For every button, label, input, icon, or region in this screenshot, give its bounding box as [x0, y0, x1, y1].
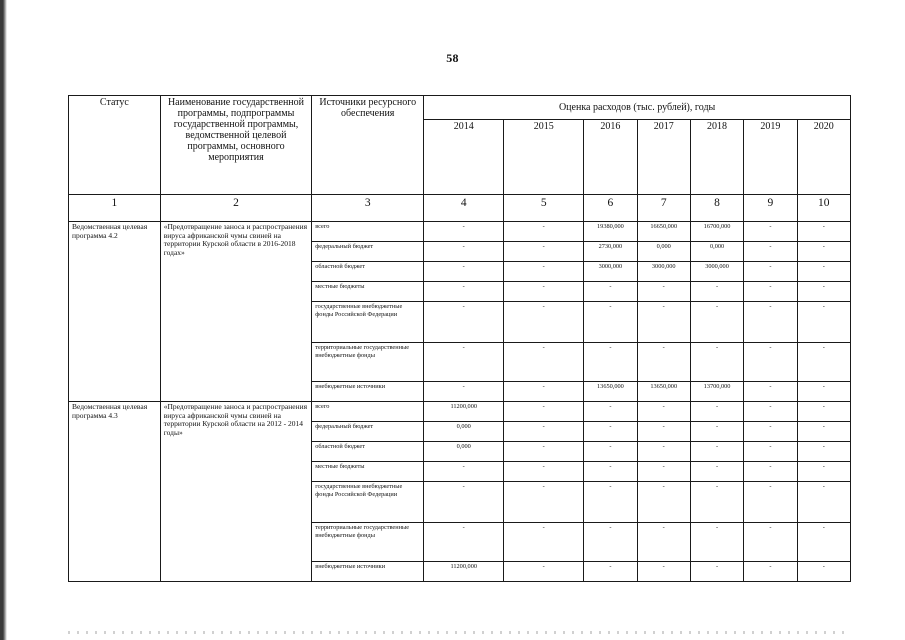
year-header: 2016 [584, 120, 637, 195]
column-number: 7 [637, 195, 690, 222]
expense-value: 0,000 [424, 442, 504, 462]
expense-value: 0,000 [637, 242, 690, 262]
expense-value: - [744, 282, 797, 302]
expense-value: - [424, 242, 504, 262]
expense-value: - [797, 462, 850, 482]
column-number: 4 [424, 195, 504, 222]
expense-value: - [504, 382, 584, 402]
funding-source: федеральный бюджет [312, 242, 424, 262]
expense-value: - [504, 282, 584, 302]
expense-value: - [797, 222, 850, 242]
expense-value: - [637, 482, 690, 523]
expense-value: - [424, 343, 504, 382]
expense-value: - [504, 462, 584, 482]
expense-value: - [504, 222, 584, 242]
expense-value: - [584, 302, 637, 343]
expense-value: - [744, 382, 797, 402]
expense-value: - [424, 462, 504, 482]
funding-source: федеральный бюджет [312, 422, 424, 442]
table-row [69, 402, 851, 422]
column-number: 8 [690, 195, 743, 222]
expense-value: - [690, 482, 743, 523]
expense-value: - [690, 523, 743, 562]
expense-value: - [797, 523, 850, 562]
expense-value: 0,000 [690, 242, 743, 262]
expense-value: - [744, 222, 797, 242]
expense-value: - [637, 442, 690, 462]
expense-value: - [584, 482, 637, 523]
scan-edge [0, 0, 7, 640]
funding-source: внебюджетные источники [312, 382, 424, 402]
expense-value: 11200,000 [424, 562, 504, 582]
funding-source: государственные внебюджетные фонды Российской Федерации [312, 302, 424, 343]
expense-value: - [637, 402, 690, 422]
expense-value: - [504, 343, 584, 382]
budget-table [68, 95, 851, 582]
expense-value: - [744, 242, 797, 262]
expense-value: - [690, 282, 743, 302]
year-header: 2014 [424, 120, 504, 195]
expense-value: - [797, 442, 850, 462]
expense-value: - [504, 262, 584, 282]
column-number: 5 [504, 195, 584, 222]
expense-value: - [744, 482, 797, 523]
expense-value: - [504, 422, 584, 442]
expense-value: - [637, 282, 690, 302]
year-header: 2017 [637, 120, 690, 195]
funding-source: местные бюджеты [312, 282, 424, 302]
funding-source: внебюджетные источники [312, 562, 424, 582]
expense-value: - [424, 302, 504, 343]
column-number-row [69, 195, 851, 222]
year-header: 2018 [690, 120, 743, 195]
program-name: «Предотвращение заноса и распространения вируса африканской чумы свиней на территории Курской области в 2016-2018 годах» [160, 222, 311, 402]
expense-value: - [584, 442, 637, 462]
expense-value: 3000,000 [690, 262, 743, 282]
expense-value: 0,000 [424, 422, 504, 442]
expense-value: 3000,000 [637, 262, 690, 282]
column-number: 3 [312, 195, 424, 222]
expense-value: 11200,000 [424, 402, 504, 422]
header-estimate: Оценка расходов (тыс. рублей), годы [424, 96, 851, 120]
header-name: Наименование государственной программы, подпрограммы государственной программы, ведомственной целевой программы, основного мероприятия [160, 96, 311, 195]
expense-value: 13650,000 [584, 382, 637, 402]
expense-value: - [744, 523, 797, 562]
program-name: «Предотвращение заноса и распространения вируса африканской чумы свиней на территории Курской области на 2012 - 2014 годы» [160, 402, 311, 582]
expense-value: - [690, 343, 743, 382]
expense-value: - [744, 422, 797, 442]
expense-value: - [424, 523, 504, 562]
expense-value: - [744, 562, 797, 582]
expense-value: 2730,000 [584, 242, 637, 262]
expense-value: - [504, 442, 584, 462]
column-number: 9 [744, 195, 797, 222]
expense-value: - [504, 402, 584, 422]
expense-value: - [797, 382, 850, 402]
expense-value: - [504, 523, 584, 562]
header-status: Статус [69, 96, 161, 195]
year-header: 2020 [797, 120, 850, 195]
expense-value: - [584, 422, 637, 442]
expense-value: - [504, 482, 584, 523]
header-sources: Источники ресурсного обеспечения [312, 96, 424, 195]
expense-value: - [744, 462, 797, 482]
funding-source: территориальные государственные внебюджетные фонды [312, 343, 424, 382]
expense-value: - [797, 482, 850, 523]
column-number: 10 [797, 195, 850, 222]
expense-value: 16700,000 [690, 222, 743, 242]
expense-value: - [797, 302, 850, 343]
program-status: Ведомственная целевая программа 4.2 [69, 222, 161, 402]
column-number: 1 [69, 195, 161, 222]
expense-value: - [637, 523, 690, 562]
expense-value: - [637, 422, 690, 442]
expense-value: - [504, 562, 584, 582]
expense-value: - [584, 562, 637, 582]
expense-value: - [584, 282, 637, 302]
funding-source: государственные внебюджетные фонды Российской Федерации [312, 482, 424, 523]
expense-value: - [797, 242, 850, 262]
expense-value: - [637, 302, 690, 343]
year-header: 2019 [744, 120, 797, 195]
expense-value: - [584, 523, 637, 562]
expense-value: 19380,000 [584, 222, 637, 242]
expense-value: - [690, 402, 743, 422]
expense-value: - [637, 462, 690, 482]
expense-value: - [744, 442, 797, 462]
funding-source: местные бюджеты [312, 462, 424, 482]
expense-value: - [584, 402, 637, 422]
expense-value: - [744, 402, 797, 422]
expense-value: - [690, 462, 743, 482]
table-row [69, 222, 851, 242]
expense-value: - [690, 422, 743, 442]
page-number: 58 [446, 51, 459, 65]
expense-value: - [424, 482, 504, 523]
expense-value: - [797, 262, 850, 282]
header-row [69, 96, 851, 120]
expense-value: 3000,000 [584, 262, 637, 282]
expense-value: - [637, 343, 690, 382]
funding-source: областной бюджет [312, 442, 424, 462]
expense-value: - [797, 282, 850, 302]
expense-value: - [744, 262, 797, 282]
column-number: 2 [160, 195, 311, 222]
expense-value: - [504, 302, 584, 343]
expense-value: - [797, 402, 850, 422]
expense-value: - [637, 562, 690, 582]
expense-value: 13650,000 [637, 382, 690, 402]
expense-value: - [744, 343, 797, 382]
expense-value: 16650,000 [637, 222, 690, 242]
expense-value: - [690, 562, 743, 582]
expense-value: - [744, 302, 797, 343]
expense-value: - [797, 562, 850, 582]
program-status: Ведомственная целевая программа 4.3 [69, 402, 161, 582]
expense-value: - [584, 462, 637, 482]
funding-source: всего [312, 222, 424, 242]
funding-source: всего [312, 402, 424, 422]
expense-value: - [424, 382, 504, 402]
funding-source: областной бюджет [312, 262, 424, 282]
expense-value: - [504, 242, 584, 262]
expense-value: - [797, 422, 850, 442]
expense-value: - [797, 343, 850, 382]
expense-value: - [584, 343, 637, 382]
expense-value: 13700,000 [690, 382, 743, 402]
scan-noise [68, 631, 851, 634]
funding-source: территориальные государственные внебюджетные фонды [312, 523, 424, 562]
expense-value: - [424, 282, 504, 302]
expense-value: - [424, 262, 504, 282]
expense-value: - [690, 442, 743, 462]
column-number: 6 [584, 195, 637, 222]
year-header: 2015 [504, 120, 584, 195]
expense-value: - [690, 302, 743, 343]
expense-value: - [424, 222, 504, 242]
